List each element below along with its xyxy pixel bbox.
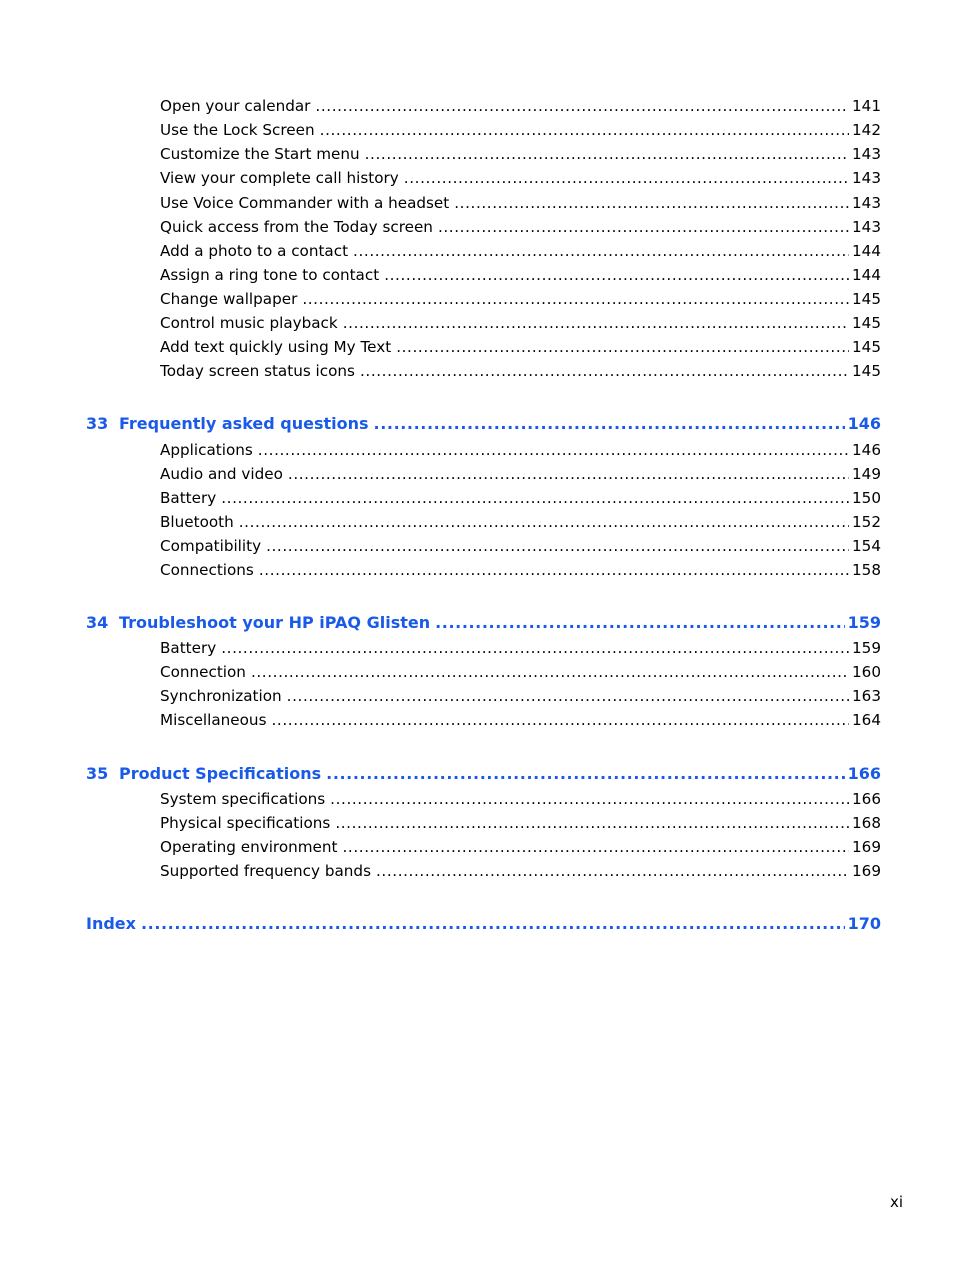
- toc-entry-bluetooth[interactable]: [160, 510, 881, 534]
- dot-leader: [302, 287, 849, 311]
- dot-leader: [266, 534, 849, 558]
- toc-entry-page: 152: [852, 513, 881, 531]
- toc-entry-view-call-history[interactable]: [160, 166, 881, 190]
- toc-entry-page: 143: [852, 169, 881, 187]
- toc-entry-frequency-bands[interactable]: [160, 859, 881, 883]
- toc-chapter-34[interactable]: [86, 610, 881, 636]
- chapter-page: 146: [847, 414, 881, 433]
- toc-entry-voice-commander[interactable]: [160, 191, 881, 215]
- toc-entry-connections[interactable]: [160, 558, 881, 582]
- toc-entry-title: Audio and video: [160, 465, 283, 483]
- toc-entry-page: 146: [852, 441, 881, 459]
- dot-leader: [404, 166, 849, 190]
- dot-leader: [353, 239, 849, 263]
- dot-leader: [342, 835, 849, 859]
- toc-entry-control-music[interactable]: [160, 311, 881, 335]
- toc-entry-title: Add text quickly using My Text: [160, 338, 392, 356]
- toc-entry-page: 158: [852, 561, 881, 579]
- dot-leader: [360, 359, 849, 383]
- dot-leader: [287, 684, 849, 708]
- toc-entry-system-specifications[interactable]: [160, 787, 881, 811]
- toc-entry-today-status-icons[interactable]: [160, 359, 881, 383]
- toc-entry-use-the-lock-screen[interactable]: [160, 118, 881, 142]
- toc-entry-assign-ring-tone[interactable]: [160, 263, 881, 287]
- index-title: Index: [86, 914, 136, 933]
- toc-entry-page: 149: [852, 465, 881, 483]
- toc-entry-title: Compatibility: [160, 537, 262, 555]
- toc-entry-page: 143: [852, 194, 881, 212]
- toc-entry-page: 163: [852, 687, 881, 705]
- toc-entry-title: Add a photo to a contact: [160, 242, 349, 260]
- toc-entry-page: 160: [852, 663, 881, 681]
- toc-entry-customize-start-menu[interactable]: [160, 142, 881, 166]
- index-page: 170: [847, 914, 881, 933]
- toc-entry-connection[interactable]: [160, 660, 881, 684]
- toc-entry-page: 159: [852, 639, 881, 657]
- dot-leader: [258, 438, 849, 462]
- dot-leader: [259, 558, 849, 582]
- toc-entry-page: 144: [852, 266, 881, 284]
- dot-leader: [335, 811, 849, 835]
- toc-entry-page: 169: [852, 838, 881, 856]
- toc-entry-add-text-my-text[interactable]: [160, 335, 881, 359]
- dot-leader: [221, 636, 849, 660]
- toc-entry-page: 142: [852, 121, 881, 139]
- toc-entry-title: Use the Lock Screen: [160, 121, 315, 139]
- toc-entry-page: 154: [852, 537, 881, 555]
- toc-chapter-33[interactable]: [86, 411, 881, 437]
- toc-entry-title: Physical specifications: [160, 814, 331, 832]
- chapter-title: Product Specifications: [119, 764, 322, 783]
- toc-entry-page: 168: [852, 814, 881, 832]
- dot-leader: [365, 142, 849, 166]
- dot-leader: [343, 311, 849, 335]
- toc-entry-title: Connection: [160, 663, 246, 681]
- toc-entry-page: 143: [852, 145, 881, 163]
- dot-leader: [271, 708, 849, 732]
- toc-entry-title: Open your calendar: [160, 97, 311, 115]
- toc-entry-page: 141: [852, 97, 881, 115]
- toc-entry-title: Applications: [160, 441, 253, 459]
- toc-entry-title: Battery: [160, 639, 217, 657]
- toc-entry-title: Miscellaneous: [160, 711, 267, 729]
- toc-entry-synchronization[interactable]: [160, 684, 881, 708]
- dot-leader: [288, 462, 849, 486]
- toc-entry-title: Quick access from the Today screen: [160, 218, 433, 236]
- dot-leader: [435, 610, 844, 636]
- toc-entry-battery[interactable]: [160, 486, 881, 510]
- dot-leader: [438, 215, 849, 239]
- dot-leader: [141, 911, 845, 937]
- toc-entry-title: View your complete call history: [160, 169, 399, 187]
- page-folio: xi: [889, 1193, 903, 1211]
- chapter-number: 33: [86, 414, 109, 433]
- toc-entry-title: Connections: [160, 561, 254, 579]
- toc-entry-title: Battery: [160, 489, 217, 507]
- chapter-number: 34: [86, 613, 109, 632]
- dot-leader: [330, 787, 849, 811]
- toc-entry-open-your-calendar[interactable]: [160, 94, 881, 118]
- toc-entry-title: Today screen status icons: [160, 362, 355, 380]
- toc-entry-title: Customize the Start menu: [160, 145, 360, 163]
- dot-leader: [320, 118, 849, 142]
- toc-entry-applications[interactable]: [160, 438, 881, 462]
- toc-entry-battery-troubleshoot[interactable]: [160, 636, 881, 660]
- toc-entry-page: 164: [852, 711, 881, 729]
- toc-entry-page: 145: [852, 290, 881, 308]
- dot-leader: [315, 94, 849, 118]
- toc-entry-title: Synchronization: [160, 687, 282, 705]
- toc-entry-page: 145: [852, 338, 881, 356]
- toc-entry-miscellaneous[interactable]: [160, 708, 881, 732]
- toc-entry-title: System specifications: [160, 790, 326, 808]
- toc-entry-title: Change wallpaper: [160, 290, 298, 308]
- toc-entry-add-photo-contact[interactable]: [160, 239, 881, 263]
- toc-entry-change-wallpaper[interactable]: [160, 287, 881, 311]
- dot-leader: [251, 660, 849, 684]
- dot-leader: [374, 411, 845, 437]
- dot-leader: [326, 761, 844, 787]
- toc-entry-physical-specifications[interactable]: [160, 811, 881, 835]
- chapter-number: 35: [86, 764, 109, 783]
- toc-chapter-35[interactable]: [86, 761, 881, 787]
- toc-entry-title: Assign a ring tone to contact: [160, 266, 380, 284]
- chapter-title: Troubleshoot your HP iPAQ Glisten: [119, 613, 431, 632]
- toc-entry-title: Bluetooth: [160, 513, 234, 531]
- toc-entry-title: Operating environment: [160, 838, 338, 856]
- toc-entry-page: 166: [852, 790, 881, 808]
- toc-index[interactable]: [86, 911, 881, 937]
- dot-leader: [384, 263, 849, 287]
- toc-entry-title: Use Voice Commander with a headset: [160, 194, 450, 212]
- toc-entry-page: 150: [852, 489, 881, 507]
- chapter-title: Frequently asked questions: [119, 414, 369, 433]
- toc-entry-audio-video[interactable]: [160, 462, 881, 486]
- dot-leader: [454, 191, 849, 215]
- dot-leader: [221, 486, 849, 510]
- dot-leader: [376, 859, 849, 883]
- toc-entry-page: 145: [852, 314, 881, 332]
- toc-entry-title: Supported frequency bands: [160, 862, 371, 880]
- chapter-page: 159: [847, 613, 881, 632]
- dot-leader: [396, 335, 849, 359]
- toc-entry-compatibility[interactable]: [160, 534, 881, 558]
- toc-entry-operating-environment[interactable]: [160, 835, 881, 859]
- toc-entry-quick-access-today[interactable]: [160, 215, 881, 239]
- toc-entry-page: 145: [852, 362, 881, 380]
- toc-entry-title: Control music playback: [160, 314, 338, 332]
- toc-entry-page: 169: [852, 862, 881, 880]
- toc-entry-page: 143: [852, 218, 881, 236]
- dot-leader: [239, 510, 849, 534]
- chapter-page: 166: [847, 764, 881, 783]
- toc-entry-page: 144: [852, 242, 881, 260]
